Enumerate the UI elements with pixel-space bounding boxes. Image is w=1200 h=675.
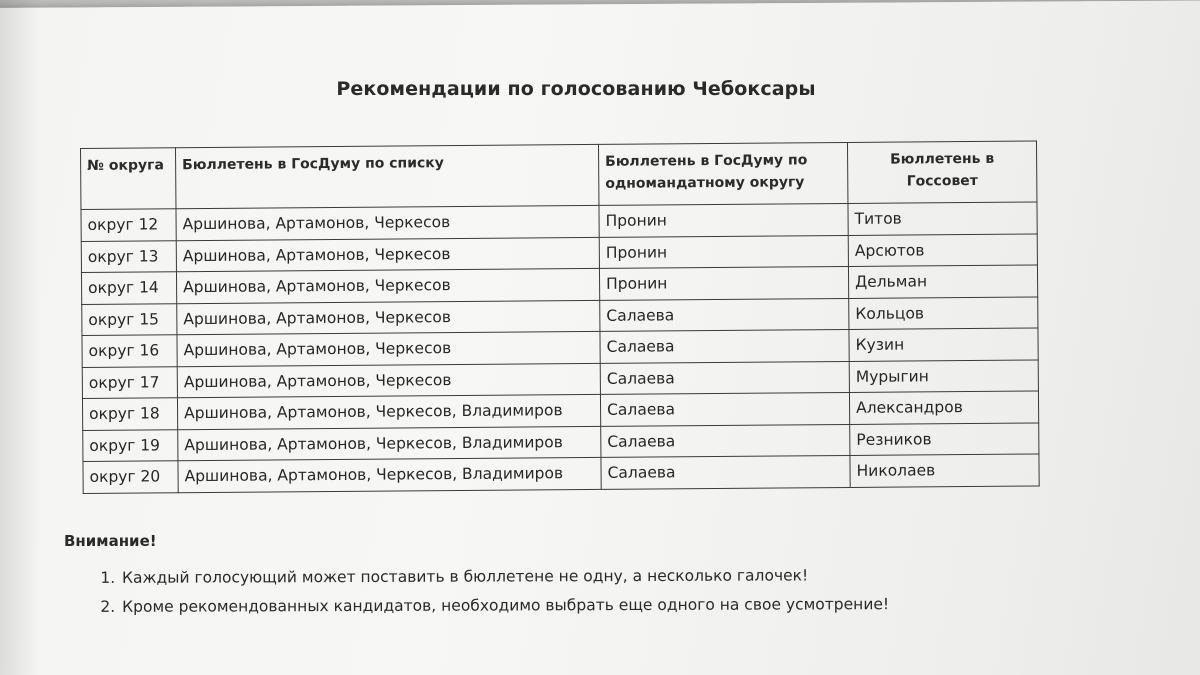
cell-okrug: округ 14 — [81, 272, 176, 304]
cell-list: Аршинова, Артамонов, Черкесов, Владимиров — [178, 426, 601, 461]
cell-gossovet: Кузин — [849, 328, 1038, 361]
cell-list: Аршинова, Артамонов, Черкесов — [177, 363, 600, 398]
document-title: Рекомендации по голосованию Чебоксары — [336, 78, 816, 100]
cell-single: Пронин — [599, 203, 848, 236]
cell-list: Аршинова, Артамонов, Черкесов, Владимиров — [178, 457, 601, 492]
cell-okrug: округ 13 — [81, 240, 176, 272]
cell-okrug: округ 18 — [82, 398, 177, 430]
header-okrug: № округа — [81, 148, 176, 210]
header-list-ballot: Бюллетень в ГосДуму по списку — [176, 144, 599, 208]
note-item: 2. Кроме рекомендованных кандидатов, необходимо выбрать еще одного на свое усмотрение! — [120, 594, 889, 617]
cell-gossovet: Мурыгин — [849, 359, 1038, 392]
attention-heading: Внимание! — [64, 532, 157, 550]
cell-list: Аршинова, Артамонов, Черкесов — [176, 237, 599, 272]
header-gossovet-ballot: Бюллетень в Госсовет — [847, 141, 1036, 203]
cell-gossovet: Николаев — [850, 454, 1039, 487]
cell-gossovet: Александров — [849, 391, 1038, 424]
cell-gossovet: Кольцов — [849, 296, 1038, 329]
note-item: 1. Каждый голосующий может поставить в бюллетене не одну, а несколько галочек! — [120, 565, 889, 588]
cell-list: Аршинова, Артамонов, Черкесов, Владимиров — [177, 394, 600, 429]
cell-okrug: округ 16 — [82, 335, 177, 367]
cell-single: Салаева — [600, 298, 849, 331]
cell-single: Салаева — [600, 361, 849, 394]
cell-single: Пронин — [599, 235, 848, 268]
cell-okrug: округ 15 — [82, 303, 177, 335]
cell-single: Салаева — [601, 455, 850, 488]
recommendations-table — [80, 140, 1040, 493]
cell-single: Салаева — [600, 392, 849, 425]
cell-gossovet: Дельман — [848, 265, 1037, 298]
cell-gossovet: Титов — [848, 202, 1037, 235]
cell-single: Салаева — [601, 424, 850, 457]
cell-single: Пронин — [599, 266, 848, 299]
header-single-mandate-ballot: Бюллетень в ГосДуму по одномандатному округу — [598, 142, 847, 205]
cell-okrug: округ 19 — [83, 429, 178, 461]
cell-gossovet: Резников — [850, 422, 1039, 455]
cell-okrug: округ 17 — [82, 366, 177, 398]
table-header-row — [81, 141, 1037, 210]
cell-list: Аршинова, Артамонов, Черкесов — [176, 205, 599, 240]
notes-list — [70, 565, 889, 626]
cell-list: Аршинова, Артамонов, Черкесов — [177, 300, 600, 335]
cell-gossovet: Арсютов — [848, 233, 1037, 266]
cell-list: Аршинова, Артамонов, Черкесов — [176, 268, 599, 303]
cell-okrug: округ 20 — [83, 461, 178, 493]
cell-okrug: округ 12 — [81, 209, 176, 241]
cell-single: Салаева — [600, 329, 849, 362]
cell-list: Аршинова, Артамонов, Черкесов — [177, 331, 600, 366]
